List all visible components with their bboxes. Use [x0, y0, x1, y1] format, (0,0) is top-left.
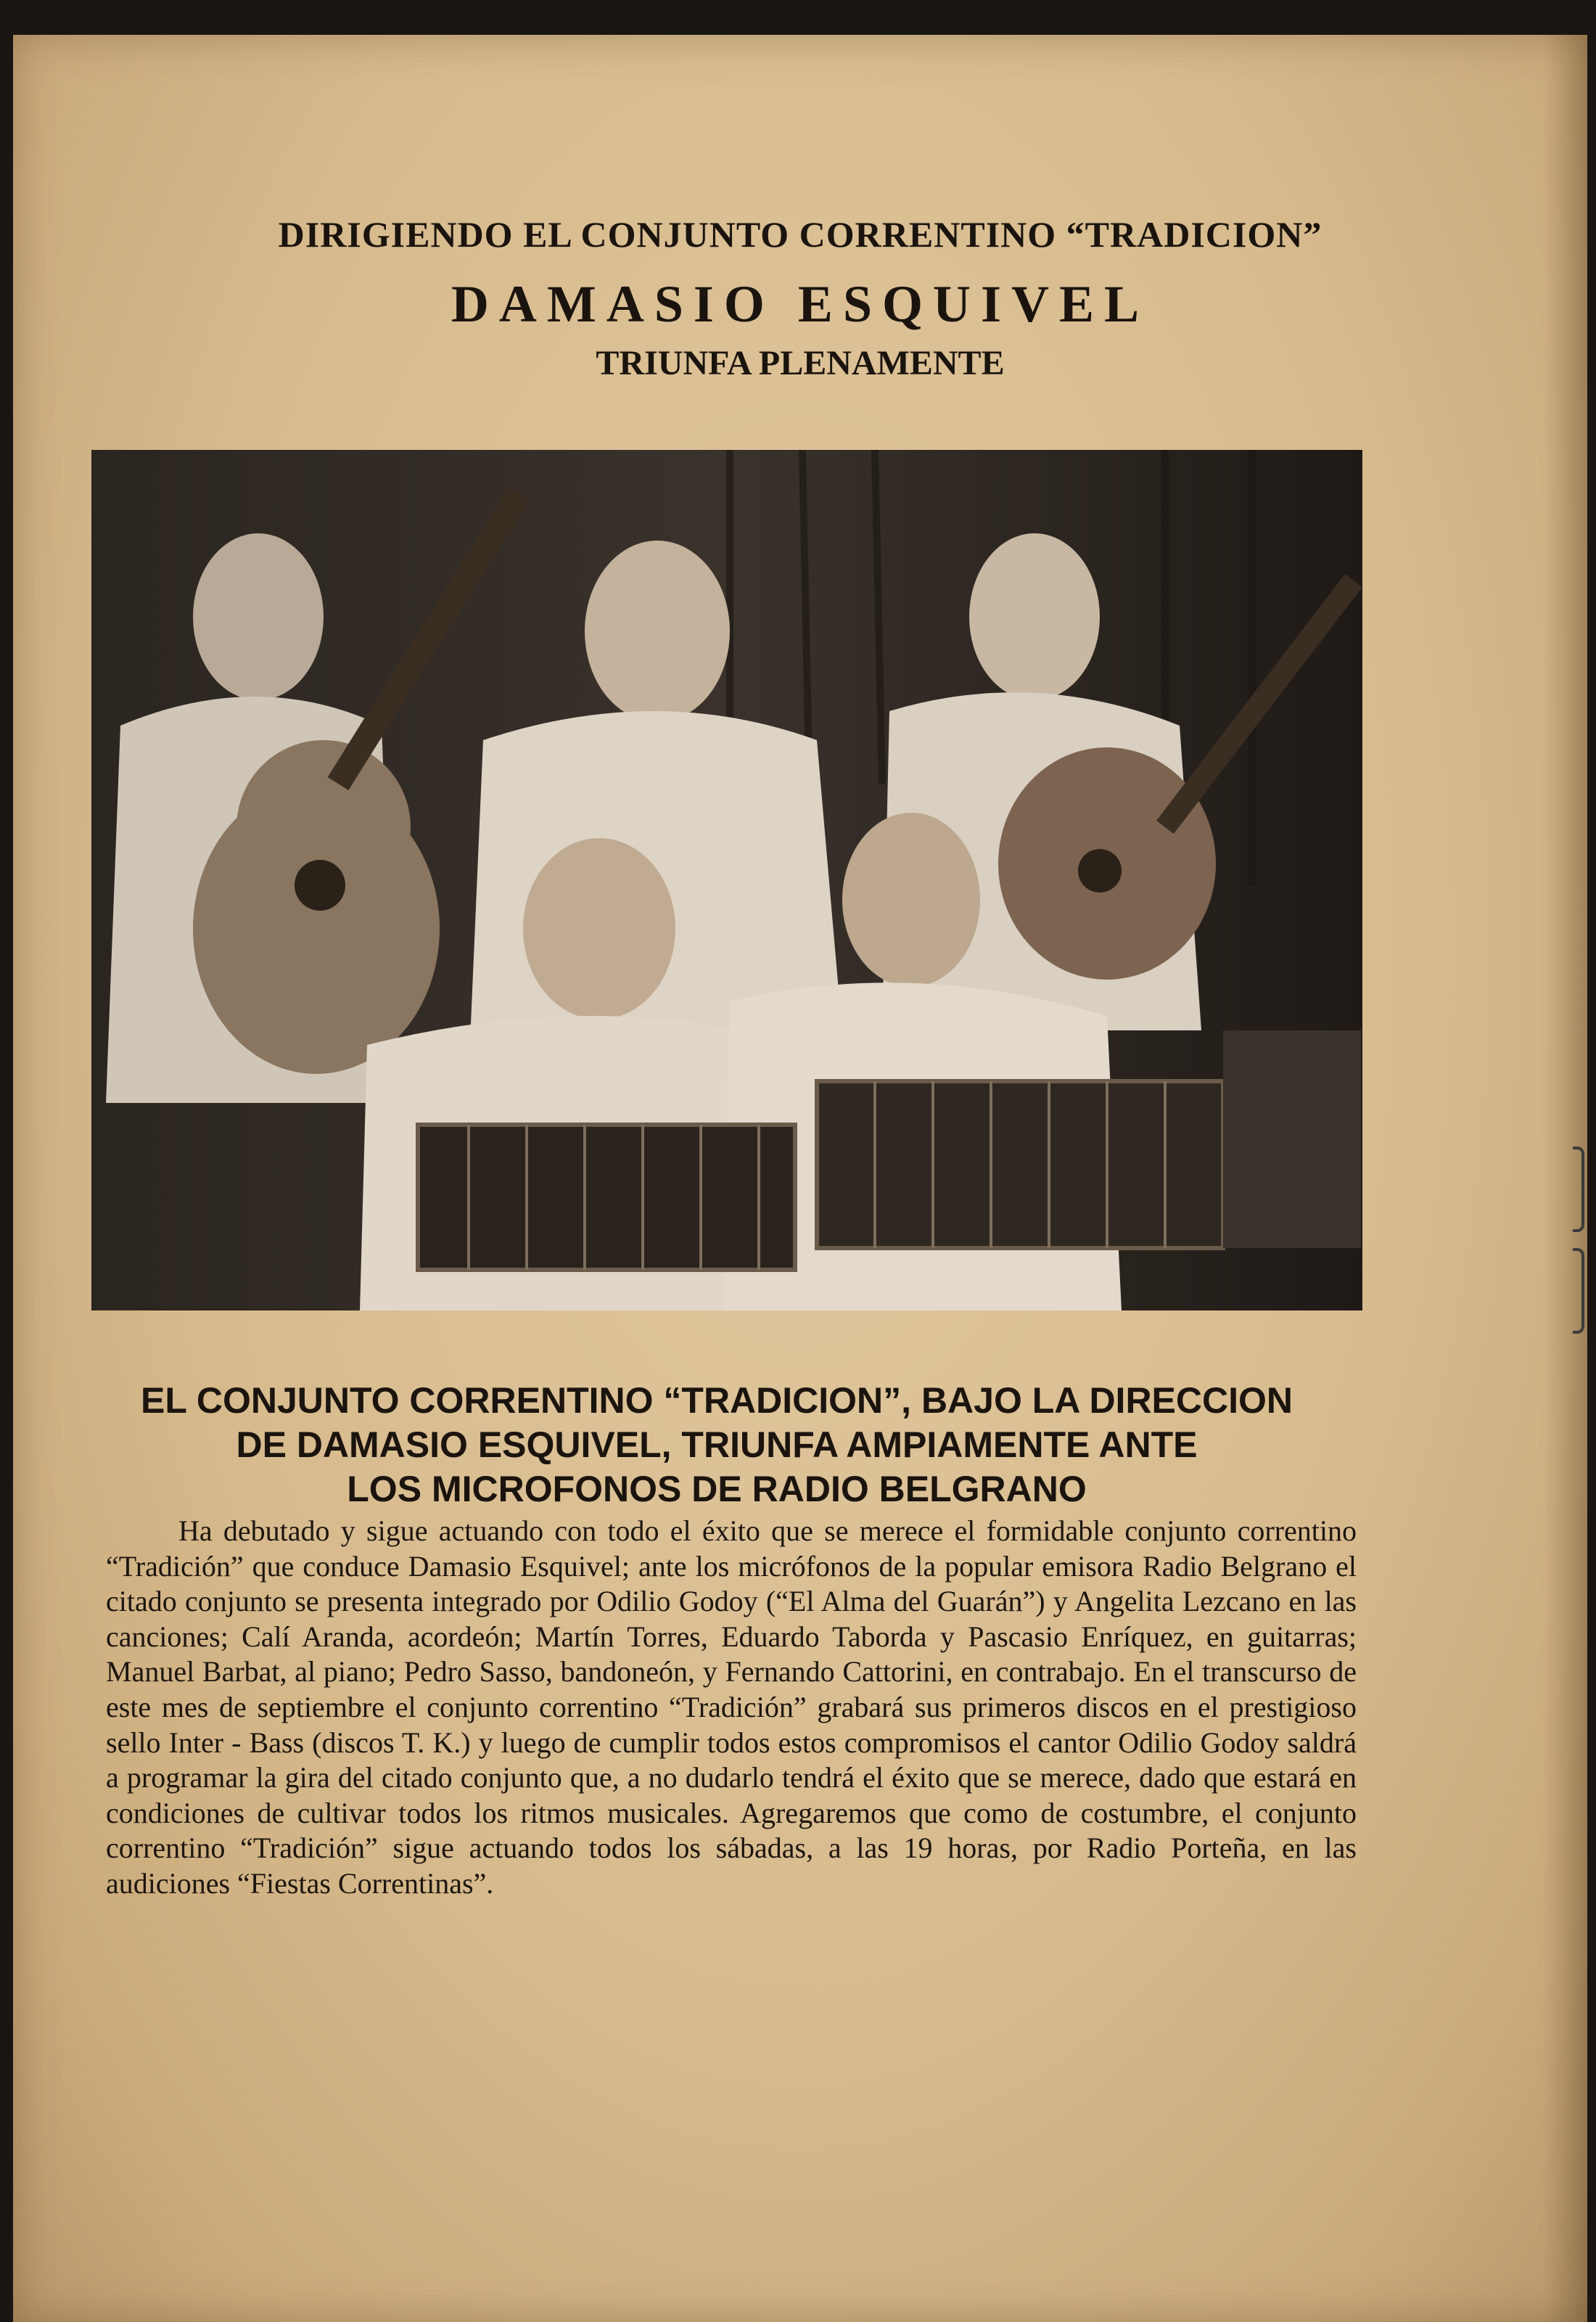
staple-bottom: [1573, 1248, 1584, 1334]
headline-line-2: DE DAMASIO ESQUIVEL, TRIUNFA AMPIAMENTE ANTE: [236, 1424, 1198, 1465]
headline-line-1: EL CONJUNTO CORRENTINO “TRADICION”, BAJO LA DIRECCION: [140, 1380, 1293, 1421]
article-body: Ha debutado y sigue actuando con todo el éxito que se merece el formidable conjunto correntino “Tradición” que conduce Damasio Esquivel; ante los micrófonos de la popular emisora Radio Belgrano el citado conjunto se presenta integrado por Odilio Godoy (“El Alma del Guarán”) y Angelita Lezcano en las canciones; Calí Aranda, acordeón; Martín Torres, Eduardo Taborda y Pascasio Enríquez, en guitarras; Manuel Barbat, al piano; Pedro Sasso, bandoneón, y Fernando Cattorini, en contrabajo. En el transcurso de este mes de septiembre el conjunto correntino “Tradición” grabará sus primeros discos en el prestigioso sello Inter - Bass (discos T. K.) y luego de cumplir todos estos compromisos el cantor Odilio Godoy saldrá a programar la gira del citado conjunto que, a no dudarlo tendrá el éxito que se merece, dado que estará en condiciones de cultivar todos los ritmos musicales. Agregaremos que como de costumbre, el conjunto correntino “Tradición” sigue actuando todos los sábadas, a las 19 horas, por Radio Porteña, en las audiciones “Fiestas Correntinas”.: [106, 1514, 1357, 1900]
article-headline: [64, 1379, 1370, 1511]
header-kicker: DIRIGIENDO EL CONJUNTO CORRENTINO “TRADICION”: [278, 214, 1323, 255]
headline-line-3: LOS MICROFONOS DE RADIO BELGRANO: [347, 1469, 1087, 1509]
header-subtitle: TRIUNFA PLENAMENTE: [596, 344, 1005, 382]
magazine-page: [13, 35, 1587, 2322]
band-photo: [91, 450, 1362, 1310]
band-photo-illustration: [91, 450, 1362, 1310]
staple-top: [1573, 1146, 1584, 1232]
header-title: DAMASIO ESQUIVEL: [451, 275, 1150, 333]
